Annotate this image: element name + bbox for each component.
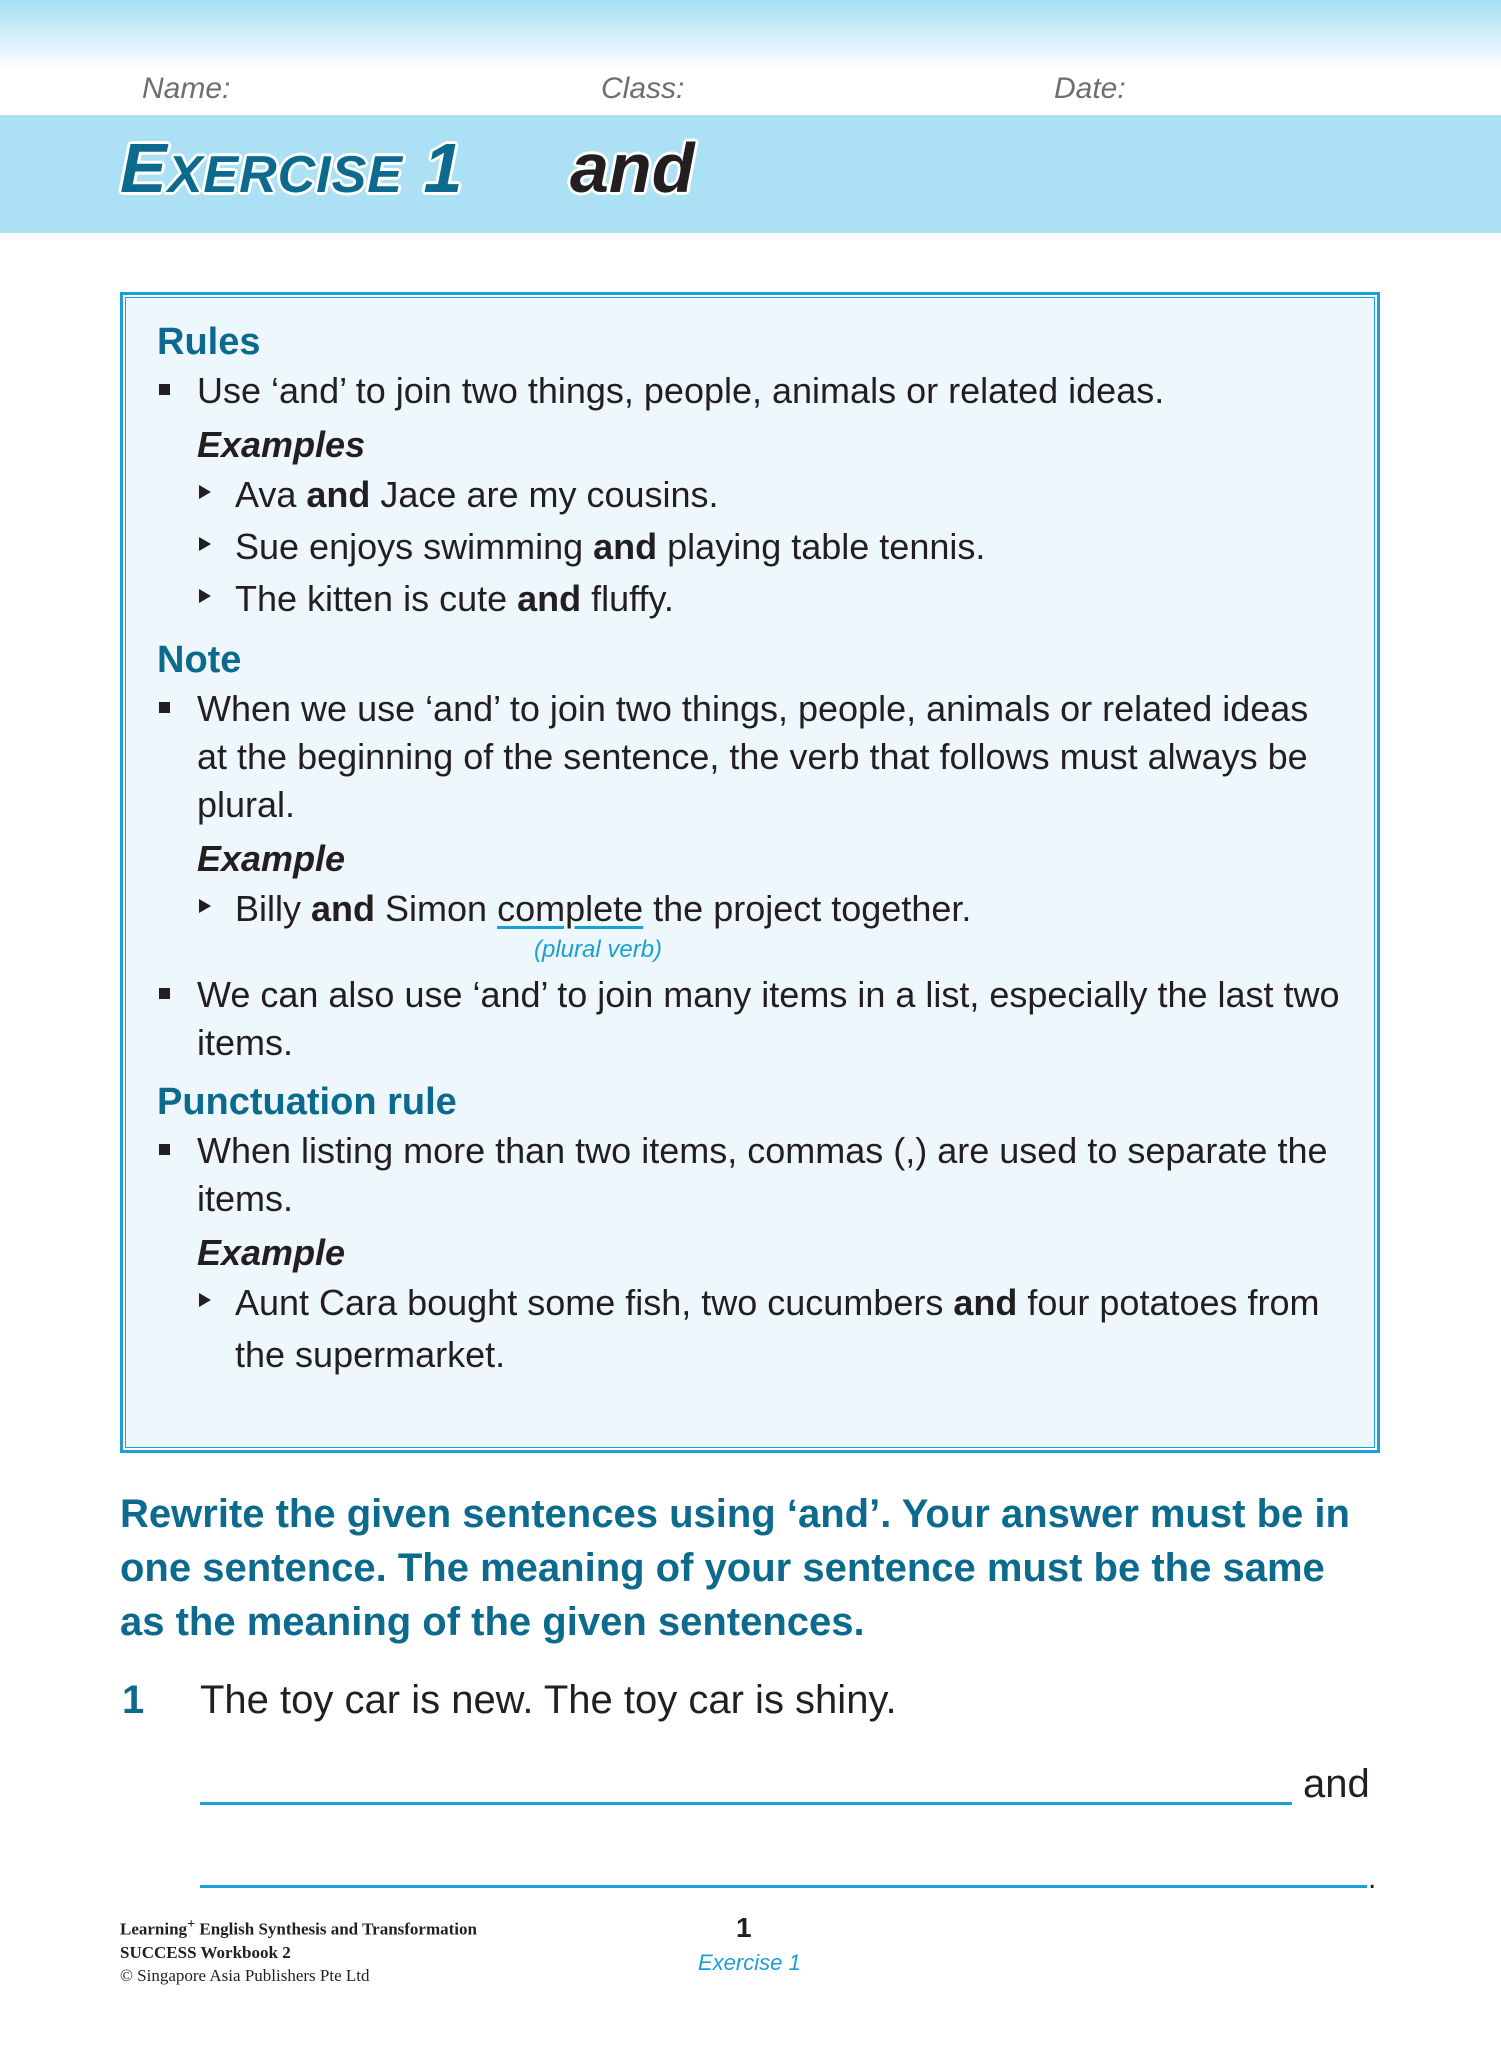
- question-number: 1: [122, 1678, 145, 1722]
- note-bullet-text: We can also use ‘and’ to join many items in a list, especially the last two items.: [197, 974, 1340, 1063]
- answer-line-1[interactable]: [200, 1802, 1292, 1805]
- note-bullet-text: When we use ‘and’ to join two things, people, animals or related ideas at the beginning of the sentence, the verb that follows must always be plural.: [197, 688, 1309, 825]
- punctuation-heading: Punctuation rule: [157, 1081, 457, 1123]
- exercise-rest: XERCISE: [167, 146, 403, 204]
- triangle-bullet-icon: [199, 589, 211, 603]
- page-section-label: Exercise 1: [698, 1950, 801, 1975]
- example-keyword: and: [593, 526, 658, 567]
- footer-title-post: English Synthesis and Transformation: [195, 1919, 477, 1939]
- note-heading: Note: [157, 639, 242, 681]
- exercise-topic: and: [570, 129, 695, 207]
- rules-bullet-text: Use ‘and’ to join two things, people, animals or related ideas.: [197, 370, 1165, 411]
- date-label: Date:: [1054, 72, 1126, 105]
- answer-end-punctuation: .: [1368, 1862, 1377, 1895]
- example-text: Aunt Cara bought some fish, two cucumbers: [235, 1282, 954, 1323]
- page-number: 1: [736, 1912, 752, 1943]
- answer-line-2[interactable]: [200, 1885, 1367, 1888]
- example-text: Sue enjoys swimming: [235, 526, 594, 567]
- top-gradient-band: [0, 0, 1501, 70]
- student-info-row: [0, 70, 1501, 110]
- square-bullet-icon: [159, 1144, 170, 1155]
- name-label: Name:: [142, 72, 231, 105]
- answer-connector: and: [1303, 1762, 1370, 1806]
- triangle-bullet-icon: [199, 537, 211, 551]
- example-text: Simon: [375, 888, 498, 929]
- example-item: [157, 1277, 1347, 1381]
- example-text: four potatoes from the supermarket.: [235, 1282, 1320, 1375]
- exercise-number: 1: [423, 129, 464, 207]
- punctuation-bullet-text: When listing more than two items, commas (,) are used to separate the items.: [197, 1130, 1328, 1219]
- plural-verb-underlined: complete: [497, 888, 644, 929]
- example-heading: Example: [197, 838, 346, 879]
- square-bullet-icon: [159, 988, 170, 999]
- example-text: the project together.: [643, 888, 972, 929]
- example-keyword: and: [517, 578, 582, 619]
- class-label: Class:: [601, 72, 685, 105]
- footer-title-sup: +: [187, 1916, 196, 1932]
- note-bullet: [157, 971, 1347, 1067]
- example-text: Jace are my cousins.: [370, 474, 719, 515]
- rules-bullet: [157, 367, 1347, 415]
- footer-copyright: © Singapore Asia Publishers Pte Ltd: [120, 1965, 370, 1985]
- punctuation-bullet: [157, 1127, 1347, 1223]
- example-keyword: and: [953, 1282, 1018, 1323]
- rules-heading: Rules: [157, 321, 261, 363]
- example-item: [157, 573, 1347, 625]
- triangle-bullet-icon: [199, 1293, 211, 1307]
- footer-workbook: SUCCESS Workbook 2: [120, 1942, 291, 1962]
- example-keyword: and: [311, 888, 376, 929]
- example-item: [157, 521, 1347, 573]
- note-bullet: [157, 685, 1347, 829]
- example-item: [157, 469, 1347, 521]
- footer-title: [120, 1913, 477, 1941]
- example-text: fluffy.: [581, 578, 674, 619]
- example-text: Ava: [235, 474, 307, 515]
- plural-verb-annotation: (plural verb): [534, 936, 663, 963]
- example-text: playing table tennis.: [657, 526, 986, 567]
- example-text: The kitten is cute: [235, 578, 518, 619]
- square-bullet-icon: [159, 702, 170, 713]
- examples-heading: Examples: [197, 424, 366, 465]
- triangle-bullet-icon: [199, 485, 211, 499]
- footer-title-pre: Learning: [120, 1919, 188, 1939]
- example-item: [157, 883, 1347, 935]
- question-text: The toy car is new. The toy car is shiny.: [200, 1678, 897, 1722]
- rules-box: [120, 292, 1380, 1453]
- square-bullet-icon: [159, 384, 170, 395]
- exercise-title: [120, 128, 463, 208]
- example-text: Billy: [235, 888, 312, 929]
- exercise-initial: E: [120, 129, 168, 207]
- example-keyword: and: [306, 474, 371, 515]
- footer-publication-info: [120, 1913, 477, 1987]
- triangle-bullet-icon: [199, 899, 211, 913]
- example-heading: Example: [197, 1232, 346, 1273]
- instructions: Rewrite the given sentences using ‘and’. Your answer must be in one sentence. The meaning of your sentence must be the same as the meaning of the given sentences.: [120, 1492, 1350, 1644]
